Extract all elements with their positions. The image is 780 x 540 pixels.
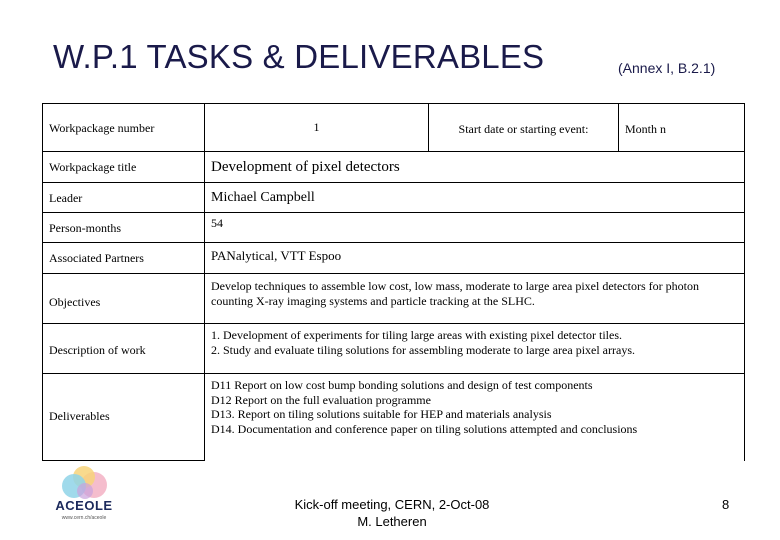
footer	[286, 496, 498, 530]
partners-value: PANalytical, VTT Espoo	[205, 243, 745, 274]
row-partners	[43, 243, 745, 274]
deliverables-line: D12 Report on the full evaluation programme	[211, 392, 431, 407]
slide-title: W.P.1 TASKS & DELIVERABLES	[53, 38, 545, 75]
page-number: 8	[722, 497, 730, 512]
row-wp-number	[43, 104, 745, 152]
partners-label: Associated Partners	[43, 243, 205, 274]
wp-number-value: 1	[205, 104, 429, 152]
start-date-label: Start date or starting event:	[429, 104, 619, 152]
start-date-value: Month n	[619, 104, 745, 152]
row-wp-title	[43, 152, 745, 183]
row-objectives	[43, 274, 745, 324]
leader-value: Michael Campbell	[205, 183, 745, 213]
annex-reference: (Annex I, B.2.1)	[618, 60, 716, 76]
logo-circle-purple	[77, 483, 93, 499]
leader-label: Leader	[43, 183, 205, 213]
logo-url: www.cern.ch/aceole	[61, 515, 107, 521]
objectives-value	[205, 274, 745, 324]
workpackage-table	[42, 103, 745, 461]
footer-line-author: M. Letheren	[357, 514, 427, 529]
row-person-months	[43, 213, 745, 243]
wp-title-label: Workpackage title	[43, 152, 205, 183]
objectives-label: Objectives	[43, 274, 205, 324]
deliverables-line: D14. Documentation and conference paper on tiling solutions attempted and conclusions	[211, 421, 638, 436]
person-months-label: Person-months	[43, 213, 205, 243]
deliverables-line: D13. Report on tiling solutions suitable for HEP and materials analysis	[211, 407, 552, 421]
description-line: 1. Development of experiments for tiling large areas with existing pixel detector tiles.	[211, 328, 622, 342]
row-description	[43, 324, 745, 374]
row-leader	[43, 183, 745, 213]
deliverables-line: D11 Report on low cost bump bonding solutions and design of test components	[211, 378, 593, 392]
wp-title-value: Development of pixel detectors	[205, 152, 745, 183]
objectives-line: counting X-ray imaging systems and particle tracking at the SLHC.	[211, 293, 535, 308]
description-value	[205, 324, 745, 374]
description-line: 2. Study and evaluate tiling solutions for assembling moderate to large area pixel arrays.	[211, 342, 635, 357]
objectives-line: Develop techniques to assemble low cost, low mass, moderate to large area pixel detectors for photon	[211, 279, 699, 293]
footer-line-event: Kick-off meeting, CERN, 2-Oct-08	[294, 497, 490, 512]
wp-number-label: Workpackage number	[43, 104, 205, 152]
person-months-value: 54	[205, 213, 745, 243]
deliverables-label: Deliverables	[43, 374, 205, 461]
logo-name: ACEOLE	[55, 498, 113, 513]
row-deliverables	[43, 374, 745, 461]
description-label: Description of work	[43, 324, 205, 374]
deliverables-value	[205, 374, 745, 461]
